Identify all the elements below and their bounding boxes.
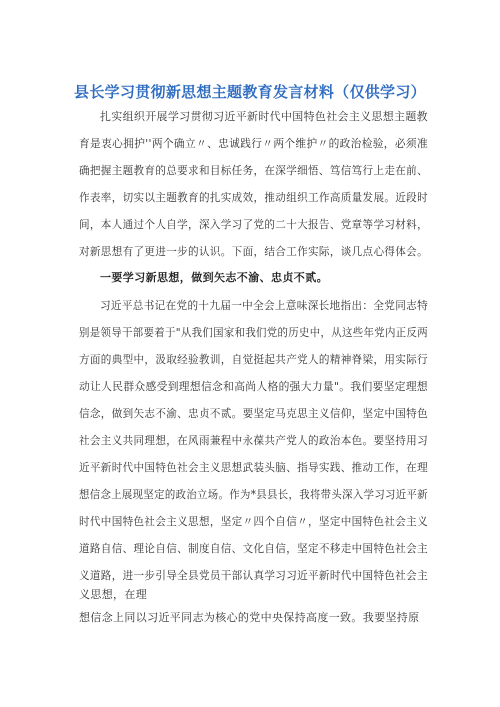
paragraph-line: 扎实组织开展学习贯彻习近平新时代中国特色社会主义思想主题教 [100,110,428,123]
paragraph-line: 对新思想有了更进一步的认识。下面，结合工作实际，谈几点心得体会。 [79,245,428,258]
paragraph-line: 社会主义共同理想，在风雨兼程中永葆共产党人的政治本色。要坚持用习 [79,434,428,447]
paragraph-line: 义道路，进一步引导全县党员干部认真学习习近平新时代中国特色社会主 [79,569,428,582]
paragraph-line: 方面的典型中，汲取经验教训，自觉挺起共产党人的精神脊梁，用实际行 [79,353,428,366]
paragraph-line: 习近平总书记在党的十九届一中全会上意味深长地指出：全党同志特 [100,299,428,312]
paragraph-line: 时代中国特色社会主义思想，坚定〃四个自信〃，坚定中国特色社会主义 [79,515,428,528]
paragraph-line: 育是衷心拥护''两个确立〃、忠诚践行〃两个维护〃的政治检验，必须准 [79,137,428,150]
section-heading: 一要学习新思想，做到矢志不渝、忠贞不贰。 [100,271,328,284]
paragraph-line: 道路自信、理论自信、制度自信、文化自信，坚定不移走中国特色社会主 [79,542,428,555]
document-title: 县长学习贯彻新思想主题教育发言材料（仅供学习） [74,83,426,101]
paragraph-line: 作表率，切实以主题教育的扎实成效，推动组织工作高质量发展。近段时 [79,191,428,204]
paragraph-line: 确把握主题教育的总要求和目标任务，在深学细悟、笃信笃行上走在前、 [79,164,428,177]
paragraph-line: 间，本人通过个人自学，深入学习了党的二十大报告、党章等学习材料， [79,218,428,231]
paragraph-line: 想信念上同以习近平同志为核心的党中央保持高度一致。我要坚持原 [79,611,420,624]
paragraph-line: 义思想，在理 [79,588,148,601]
paragraph-line: 动让人民群众感受到理想信念和高尚人格的强大力量"。我们要坚定理想 [79,380,428,393]
paragraph-line: 别是领导干部要着于"从我们国家和我们党的历史中，从这些年党内正反两 [79,326,428,339]
paragraph-line: 近平新时代中国特色社会主义思想武装头脑、指导实践、推动工作，在理 [79,461,428,474]
paragraph-line: 想信念上展现坚定的政治立场。作为*县县长，我将带头深入学习习近平新 [79,488,428,501]
paragraph-line: 信念，做到矢志不渝、忠贞不贰。要坚定马克思主义信仰，坚定中国特色 [79,407,428,420]
